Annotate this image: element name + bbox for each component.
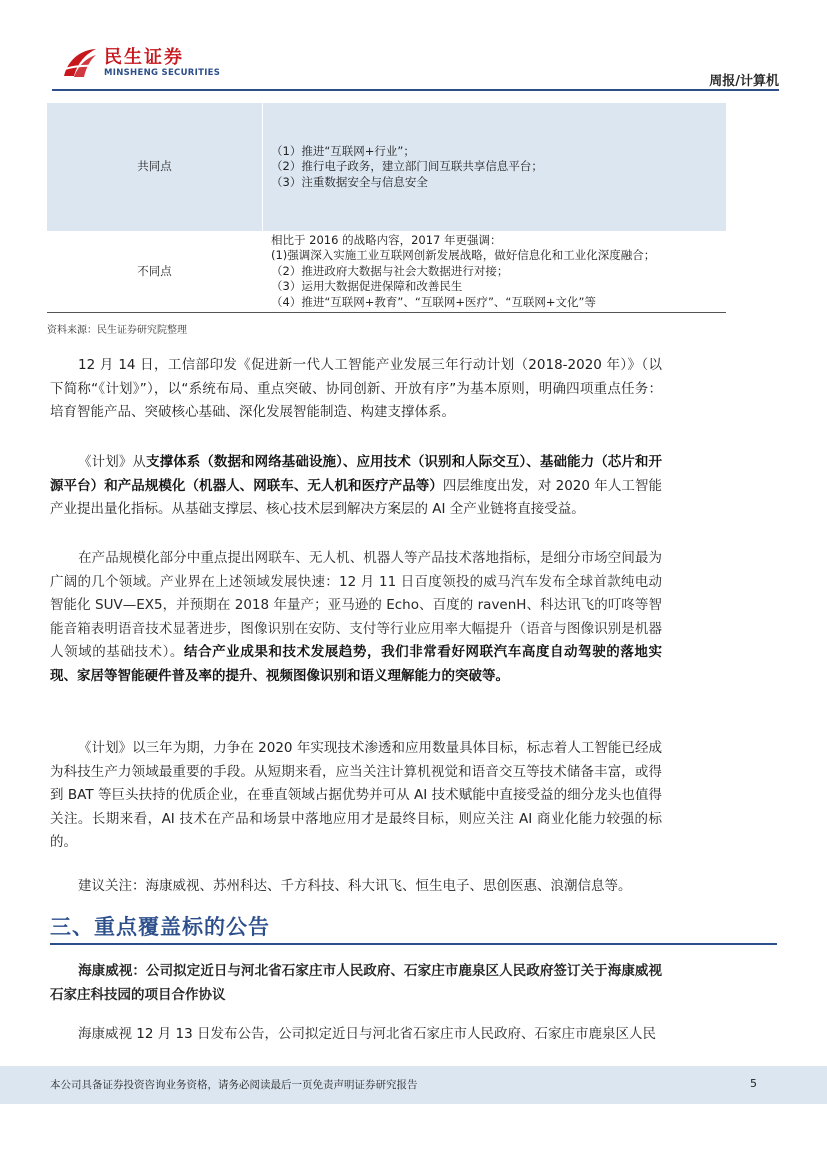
page-footer (0, 1066, 827, 1104)
section-divider (50, 943, 777, 945)
minsheng-logo-icon (60, 46, 98, 80)
paragraph-text: 四层维度出发，对 2020 年人工智能产业提出量化指标。从基础支撑层、核心技术层到解决方案层的 AI 全产业链将直接受益。 (50, 477, 662, 517)
header-divider (52, 89, 779, 91)
row-line: （1）推进“互联网+行业”； (271, 143, 415, 158)
table-source-note: 资料来源：民生证券研究院整理 (47, 325, 187, 336)
paragraph-announcement (50, 1023, 662, 1047)
row-content (271, 231, 722, 312)
page-header (0, 0, 827, 95)
announcement-heading (50, 960, 662, 1007)
paragraph-text: 《计划》以三年为期，力争在 2020 年实现技术渗透和应用数量具体目标，标志着人工智能已经成为科技生产力领域最重要的手段。从短期来看，应当关注计算机视觉和语音交互等技术储备丰富，或得到 BAT 等巨头扶持的优质企业，在垂直领域占据优势并可从 AI 技术赋能中直接受益的细分龙头也值得关注。长期来看，AI 技术在产品和场景中落地应用才是最终目标，则应关注 AI 商业化能力较强的标的。 (50, 740, 662, 850)
logo-english-name: MINSHENG SECURITIES (104, 68, 221, 78)
row-line: (1)强调深入实施工业互联网创新发展战略，做好信息化和工业化深度融合； (271, 248, 656, 263)
paragraph-recommendation (50, 875, 662, 899)
report-type: 周报/计算机 (709, 74, 779, 89)
row-label: 共同点 (47, 103, 263, 231)
row-label: 不同点 (137, 263, 172, 278)
paragraph-plan-intro (50, 354, 662, 425)
row-line: （2）推进政府大数据与社会大数据进行对接； (271, 263, 509, 278)
row-line: 相比于 2016 的战略内容，2017 年更强调： (271, 232, 502, 247)
footer-disclaimer: 本公司具备证券投资咨询业务资格，请务必阅读最后一页免责声明证券研究报告 (50, 1079, 418, 1091)
heading-text: 海康威视：公司拟定近日与河北省石家庄市人民政府、石家庄市鹿泉区人民政府签订关于海康威视石家庄科技园的项目合作协议 (50, 963, 662, 1003)
paragraph-text: 12 月 14 日，工信部印发《促进新一代人工智能产业发展三年行动计划（2018-2020 年）》（以下简称“《计划》”），以“系统布局、重点突破、协同创新、开放有序”为基本原则，明确四项重点任务：培育智能产品、突破核心基础、深化发展智能制造、构建支撑体系。 (50, 357, 662, 420)
paragraph-text: 在产品规模化部分中重点提出网联车、无人机、机器人等产品技术落地指标，是细分市场空间最为广阔的几个领域。产业界在上述领域发展快速：12 月 11 日百度领投的威马汽车发布全球首款纯电动智能化 SUV—EX5，并预期在 2018 年量产；亚马逊的 Echo、百度的 ravenH、科达讯飞的叮咚等智能音箱表明语音技术显著进步，图像识别在安防、支付等行业应用率大幅提升（语音与图像识别是机器人领域的基础技术）。 (50, 550, 662, 660)
paragraph-text: 建议关注：海康威视、苏州科达、千方科技、科大讯飞、恒生电子、思创医惠、浪潮信息等。 (78, 878, 632, 894)
logo-chinese-name: 民生证券 (104, 47, 184, 68)
row-line: （3）注重数据安全与信息安全 (271, 174, 428, 189)
table-bottom-rule (47, 312, 726, 313)
paragraph-three-year (50, 737, 662, 855)
paragraph-plan-dimensions (50, 451, 662, 522)
paragraph-emphasis: 支撑体系（数据和网络基础设施）、应用技术（识别和人际交互）、基础能力（芯片和开源平台）和产品规模化（机器人、网联车、无人机和医疗产品等） (50, 454, 663, 494)
paragraph-emphasis: 结合产业成果和技术发展趋势，我们非常看好网联汽车高度自动驾驶的落地实现、家居等智能硬件普及率的提升、视频图像识别和语义理解能力的突破等。 (50, 644, 663, 684)
company-logo (60, 46, 220, 80)
paragraph-text: 海康威视 12 月 13 日发布公告，公司拟定近日与河北省石家庄市人民政府、石家庄市鹿泉区人民 (78, 1026, 657, 1042)
row-line: （3）运用大数据促进保障和改善民生 (271, 279, 463, 294)
row-line: （4）推进“互联网+教育”、“互联网+医疗”、“互联网+文化”等 (271, 294, 596, 309)
paragraph-product-scale (50, 547, 662, 688)
row-line: （2）推行电子政务，建立部门间互联共享信息平台； (271, 159, 543, 174)
table-row-difference (47, 231, 726, 312)
page-number: 5 (750, 1077, 757, 1090)
row-content (271, 103, 722, 231)
section-title: 三、重点覆盖标的公告 (50, 915, 270, 939)
table-row-common (47, 103, 726, 231)
paragraph-text: 《计划》从 (78, 454, 146, 470)
